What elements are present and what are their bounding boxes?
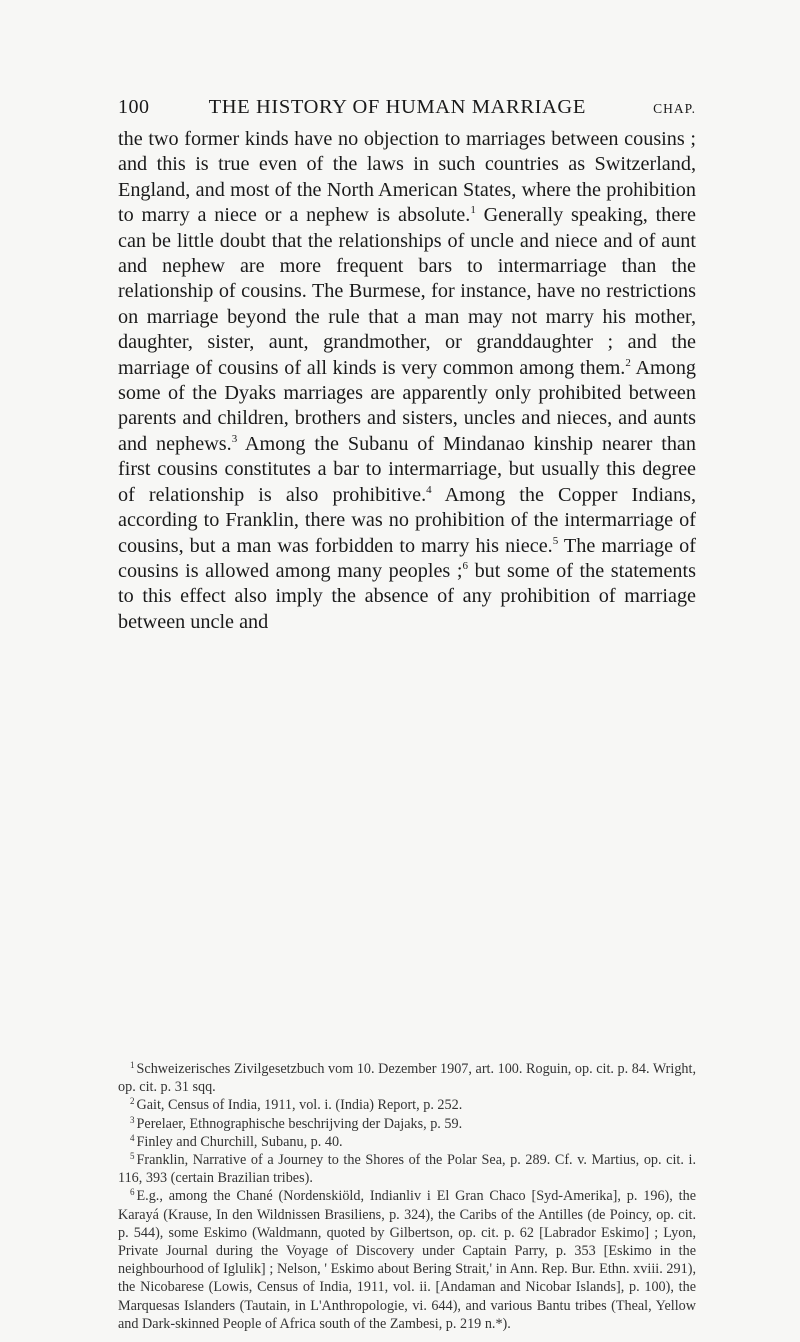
text-run-6: The marriage of cousins is allowed among many peoples ; — [118, 534, 696, 582]
footnote-ref-1: 1 — [470, 204, 476, 217]
footnote-mark: 5 — [130, 1151, 135, 1162]
footnote-mark: 6 — [130, 1187, 135, 1198]
footnote — [118, 1096, 696, 1114]
text-run-2: Generally speaking, there can be little doubt that the relationships of uncle and niece and of aunt and nephew are more frequent bars to intermarriage than the relationship of cousins. The Burmese, for instance, have no restrictions on marriage beyond the rule that a man may not marry his mother, daughter, sister, aunt, grandmother, or granddaughter ; and the marriage of cousins of all kinds is very common among them. — [118, 204, 696, 379]
footnote-text: E.g., among the Chané (Nordenskiöld, Indianliv i El Gran Chaco [Syd-Amerika], p. 196), the Karayá (Krause, In den Wildnissen Brasiliens, p. 324), the Caribs of the Antilles (de Poincy, op. cit. p. 544), some Eskimo (Waldmann, quoted by Gilbertson, op. cit. p. 62 [Labrador Eskimo] ; Lyon, Private Journal during the Voyage of Discovery under Captain Parry, p. 353 [Eskimo in the neighbourhood of Iglulik] ; Nelson, ' Eskimo about Bering Strait,' in Ann. Rep. Bur. Ethn. xviii. 291), the Nicobarese (Lowis, Census of India, 1911, vol. ii. [Andaman and Nicobar Islands], p. 100), the Marquesas Islanders (Tautain, in L'Anthropologie, vi. 644), and various Bantu tribes (Theal, Yellow and Dark-skinned People of Africa south of the Zambesi, p. 219 n.*). — [118, 1188, 696, 1332]
main-paragraph — [118, 127, 696, 635]
footnote-ref-2: 2 — [625, 356, 631, 369]
text-run-5: Among the Copper Indians, according to Franklin, there was no prohibition of the intermarriage of cousins, but a man was forbidden to marry his niece. — [118, 483, 697, 557]
footnote-ref-4: 4 — [426, 483, 432, 496]
footnote — [118, 1187, 696, 1333]
footnote-ref-5: 5 — [552, 534, 559, 547]
page-number: 100 — [118, 96, 150, 118]
text-run-4: Among the Subanu of Mindanao kinship nearer than first cousins constitutes a bar to intermarriage, but usually this degree of relationship is also prohibitive. — [118, 432, 696, 506]
main-text — [118, 127, 696, 635]
text-run-1: the two former kinds have no objection to marriages between cousins ; and this is true even of the laws in such countries as Switzerland, England, and most of the North American States, where the prohibition to marry a niece or a nephew is absolute. — [118, 128, 696, 227]
text-run-7: but some of the statements to this effect also imply the absence of any prohibition of marriage between uncle and — [118, 559, 696, 633]
footnote-text: Schweizerisches Zivilgesetzbuch vom 10. Dezember 1907, art. 100. Roguin, op. cit. p. 84. Wright, op. cit. p. 31 sqq. — [118, 1061, 696, 1096]
footnote-text: Franklin, Narrative of a Journey to the Shores of the Polar Sea, p. 289. Cf. v. Martius, op. cit. i. 116, 393 (certain Brazilian tribes). — [118, 1152, 696, 1187]
footnote-mark: 1 — [130, 1060, 135, 1070]
footnote-mark: 3 — [130, 1114, 135, 1125]
page-header — [118, 96, 696, 119]
footnote-text: Finley and Churchill, Subanu, p. 40. — [136, 1133, 343, 1150]
footnote-ref-6: 6 — [462, 559, 468, 572]
footnote — [118, 1151, 696, 1187]
text-run-3: Among some of the Dyaks marriages are apparently only prohibited between parents and children, brothers and sisters, uncles and nieces, and aunts and nephews. — [118, 356, 697, 455]
footnotes — [118, 1060, 696, 1333]
running-title: THE HISTORY OF HUMAN MARRIAGE — [208, 96, 586, 118]
footnote — [118, 1115, 696, 1133]
chapter-label: CHAP. — [653, 101, 696, 116]
footnote-mark: 2 — [130, 1096, 135, 1107]
footnote-text: Gait, Census of India, 1911, vol. i. (India) Report, p. 252. — [136, 1097, 463, 1114]
footnote-mark: 4 — [130, 1132, 135, 1143]
footnote — [118, 1133, 696, 1151]
footnote — [118, 1060, 696, 1096]
footnote-text: Perelaer, Ethnographische beschrijving der Dajaks, p. 59. — [136, 1115, 463, 1132]
footnote-ref-3: 3 — [231, 432, 238, 445]
